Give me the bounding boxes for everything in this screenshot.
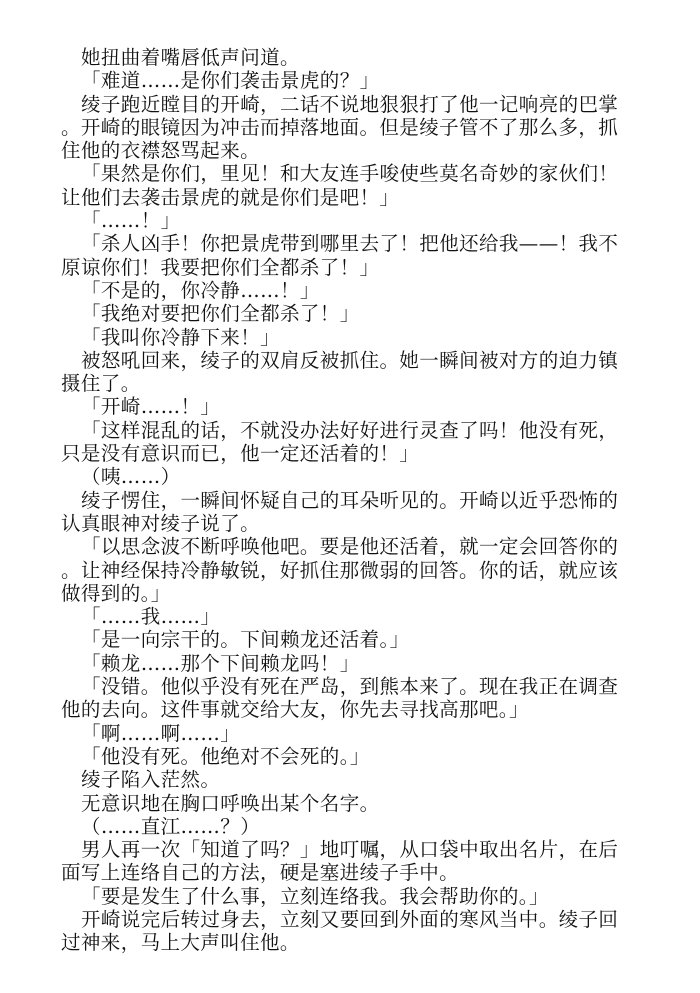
dialogue-line: 「杀人凶手！你把景虎带到哪里去了！把他还给我——！我不原谅你们！我要把你们全都杀了！」 bbox=[61, 232, 619, 279]
paragraph: 绫子愣住，一瞬间怀疑自己的耳朵听见的。开崎以近乎恐怖的认真眼神对绫子说了。 bbox=[61, 488, 619, 535]
dialogue-line: 「他没有死。他绝对不会死的。」 bbox=[81, 744, 370, 768]
dialogue-line: 「赖龙……那个下间赖龙吗！」 bbox=[81, 651, 360, 675]
dialogue-line: 「我叫你冷静下来！」 bbox=[81, 325, 281, 349]
paragraph: 无意识地在胸口呼唤出某个名字。 bbox=[81, 791, 380, 815]
dialogue-line: 「要是发生了什么事，立刻连络我。我会帮助你的。」 bbox=[81, 884, 549, 908]
dialogue-line: 「是一向宗干的。下间赖龙还活着。」 bbox=[81, 628, 410, 652]
paragraph: 她扭曲着嘴唇低声问道。 bbox=[81, 46, 300, 69]
dialogue-line: 「果然是你们，里见！和大友连手唆使些莫名奇妙的家伙们！让他们去袭击景虎的就是你们是吧！」 bbox=[61, 162, 619, 209]
paragraph: 绫子陷入茫然。 bbox=[81, 768, 221, 792]
dialogue-line: 「……！」 bbox=[81, 209, 181, 233]
dialogue-line: 「这样混乱的话，不就没办法好好进行灵查了吗！他没有死，只是没有意识而已，他一定还活着的！」 bbox=[61, 418, 619, 466]
paragraph: 被怒吼回来，绫子的双肩反被抓住。她一瞬间被对方的迫力镇摄住了。 bbox=[61, 348, 619, 396]
dialogue-line: 「……我……」 bbox=[81, 605, 221, 629]
dialogue-line: 「啊……啊……」 bbox=[81, 721, 241, 745]
dialogue-line: 「开崎……！」 bbox=[81, 395, 221, 419]
paragraph: 开崎说完后转过身去，立刻又要回到外面的寒风当中。绫子回过神来，马上大声叫住他。 bbox=[61, 907, 619, 955]
inner-thought: （……直江……？） bbox=[81, 814, 261, 838]
document-page bbox=[61, 46, 627, 955]
dialogue-line: 「以思念波不断呼唤他吧。要是他还活着，就一定会回答你的。让神经保持冷静敏锐，好抓住那微弱的回答。你的话，就应该做得到的。」 bbox=[61, 535, 619, 605]
dialogue-line: 「不是的，你冷静……！」 bbox=[81, 278, 320, 302]
dialogue-line: 「没错。他似乎没有死在严岛，到熊本来了。现在我正在调查他的去向。这件事就交给大友，你先去寻找高那吧。」 bbox=[61, 675, 619, 722]
dialogue-line: 「难道……是你们袭击景虎的？」 bbox=[81, 69, 380, 93]
dialogue-line: 「我绝对要把你们全都杀了！」 bbox=[81, 302, 360, 326]
inner-thought: （咦……） bbox=[81, 465, 181, 489]
paragraph: 男人再一次「知道了吗？」地叮嘱，从口袋中取出名片，在后面写上连络自己的方法，硬是塞进绫子手中。 bbox=[61, 838, 619, 885]
paragraph: 绫子跑近瞠目的开崎，二话不说地狠狠打了他一记响亮的巴掌。开崎的眼镜因为冲击而掉落地面。但是绫子管不了那么多，抓住他的衣襟怒骂起来。 bbox=[61, 92, 619, 163]
